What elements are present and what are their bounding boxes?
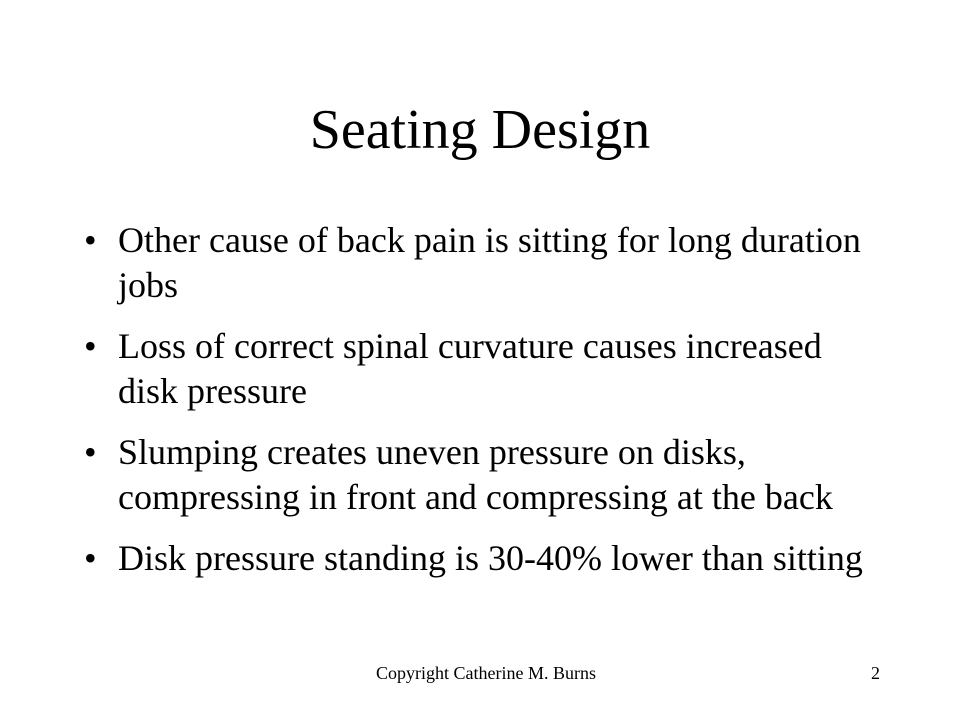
- bullet-marker: •: [84, 432, 97, 472]
- bullet-text: Disk pressure standing is 30-40% lower than sitting: [118, 538, 863, 578]
- bullet-text: Loss of correct spinal curvature causes increased disk pressure: [118, 326, 822, 411]
- bullet-marker: •: [84, 326, 97, 366]
- footer-copyright: Copyright Catherine M. Burns: [376, 663, 596, 683]
- bullet-item: [84, 324, 884, 414]
- bullet-list: [84, 218, 884, 597]
- bullet-text: Other cause of back pain is sitting for long duration jobs: [118, 220, 861, 305]
- slide-title: Seating Design: [309, 99, 651, 161]
- page-number: 2: [871, 663, 880, 683]
- bullet-item: [84, 218, 884, 308]
- bullet-item: [84, 536, 884, 581]
- bullet-text: Slumping creates uneven pressure on disks, compressing in front and compressing at the back: [118, 432, 833, 517]
- bullet-marker: •: [84, 538, 97, 578]
- bullet-marker: •: [84, 220, 97, 260]
- bullet-item: [84, 430, 884, 520]
